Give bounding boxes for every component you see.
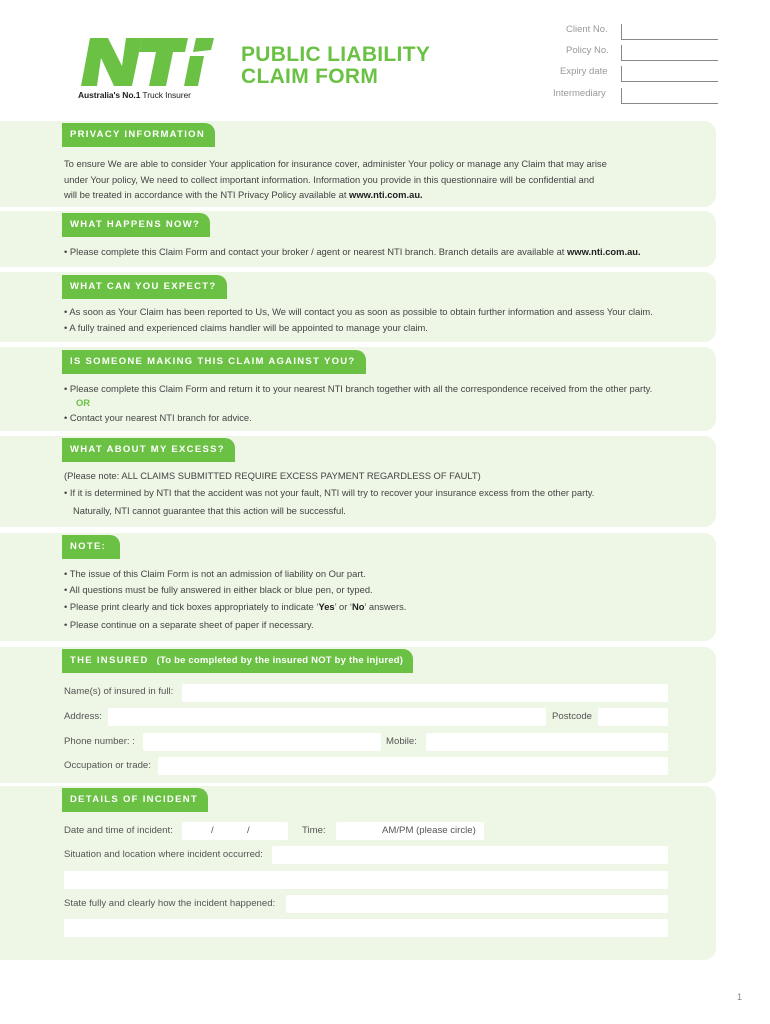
- claim-against-line1: • Please complete this Claim Form and return it to your nearest NTI branch together with all the correspondence received from the other party.: [64, 383, 653, 394]
- branch-link[interactable]: www.nti.com.au.: [567, 246, 641, 257]
- note-line3: • Please print clearly and tick boxes appropriately to indicate ‘Yes’ or ‘No’ answers.: [64, 601, 407, 612]
- excess-line1: (Please note: ALL CLAIMS SUBMITTED REQUIRE EXCESS PAYMENT REGARDLESS OF FAULT): [64, 470, 481, 481]
- privacy-heading: PRIVACY INFORMATION: [62, 123, 215, 147]
- expiry-date-label: Expiry date: [560, 66, 608, 77]
- occupation-input[interactable]: [158, 757, 668, 775]
- client-no-field: [540, 24, 718, 42]
- location-label: Situation and location where incident occurred:: [64, 849, 263, 860]
- insured-heading: THE INSURED (To be completed by the insured NOT by the injured): [62, 649, 413, 673]
- claim-against-line2: • Contact your nearest NTI branch for advice.: [64, 412, 252, 423]
- postcode-input[interactable]: [598, 708, 668, 726]
- page-number: 1: [736, 992, 742, 1002]
- note-line4: • Please continue on a separate sheet of paper if necessary.: [64, 619, 314, 630]
- expect-line2: • A fully trained and experienced claims handler will be appointed to manage your claim.: [64, 322, 428, 333]
- location-input-line2[interactable]: [64, 871, 668, 889]
- form-title-line1: PUBLIC LIABILITY: [241, 43, 431, 66]
- privacy-line3: will be treated in accordance with the NTI Privacy Policy available at www.nti.com.au.: [64, 189, 423, 200]
- privacy-line2: under Your policy, We need to collect important information. Information you provide in this questionnaire will be confidential and: [64, 174, 595, 185]
- how-input[interactable]: [286, 895, 668, 913]
- ampm-label: AM/PM (please circle): [382, 825, 476, 836]
- incident-date-input[interactable]: [182, 822, 288, 840]
- date-separator-1: /: [211, 825, 214, 836]
- expect-heading: WHAT CAN YOU EXPECT?: [62, 275, 227, 299]
- intermediary-input[interactable]: [621, 88, 718, 104]
- note-heading: NOTE:: [62, 535, 120, 559]
- address-label: Address:: [64, 711, 102, 722]
- policy-no-input[interactable]: [621, 45, 718, 61]
- excess-heading: WHAT ABOUT MY EXCESS?: [62, 438, 235, 462]
- claim-against-heading: IS SOMEONE MAKING THIS CLAIM AGAINST YOU?: [62, 350, 366, 374]
- time-label: Time:: [302, 825, 326, 836]
- date-separator-2: /: [247, 825, 250, 836]
- logo-tagline: Australia's No.1 Truck Insurer: [78, 90, 191, 100]
- location-input[interactable]: [272, 846, 668, 864]
- note-line2: • All questions must be fully answered in either black or blue pen, or typed.: [64, 584, 373, 595]
- postcode-label: Postcode: [552, 711, 593, 722]
- expect-line1: • As soon as Your Claim has been reported to Us, We will contact you as soon as possible to obtain further information and assess Your claim.: [64, 306, 653, 317]
- form-title: [241, 44, 430, 88]
- policy-no-label: Policy No.: [566, 45, 609, 56]
- intermediary-label: Intermediary: [553, 88, 606, 99]
- form-title-line2: CLAIM FORM: [241, 65, 379, 88]
- excess-line3: Naturally, NTI cannot guarantee that this action will be successful.: [73, 505, 346, 516]
- insured-name-input[interactable]: [182, 684, 668, 702]
- policy-no-field: [540, 45, 718, 63]
- how-label: State fully and clearly how the incident happened:: [64, 898, 276, 909]
- claim-against-or: OR: [76, 397, 91, 408]
- incident-heading: DETAILS OF INCIDENT: [62, 788, 208, 812]
- incident-date-label: Date and time of incident:: [64, 825, 173, 836]
- expiry-date-input[interactable]: [621, 66, 718, 82]
- phone-label: Phone number: :: [64, 736, 135, 747]
- excess-line2: • If it is determined by NTI that the accident was not your fault, NTI will try to recover your insurance excess from the other party.: [64, 487, 595, 498]
- what-happens-heading: WHAT HAPPENS NOW?: [62, 213, 210, 237]
- expiry-date-field: [540, 66, 718, 84]
- what-happens-line1: • Please complete this Claim Form and contact your broker / agent or nearest NTI branch. Branch details are available at www.nti.com.au.: [64, 246, 641, 257]
- how-input-line2[interactable]: [64, 919, 668, 937]
- privacy-line1: To ensure We are able to consider Your application for insurance cover, administer Your policy or manage any Claim that may arise: [64, 158, 607, 169]
- mobile-label: Mobile:: [386, 736, 417, 747]
- insured-name-label: Name(s) of insured in full:: [64, 686, 174, 697]
- privacy-link[interactable]: www.nti.com.au.: [349, 189, 423, 200]
- client-no-input[interactable]: [621, 24, 718, 40]
- note-line1: • The issue of this Claim Form is not an admission of liability on Our part.: [64, 568, 366, 579]
- intermediary-field: [540, 88, 718, 106]
- occupation-label: Occupation or trade:: [64, 760, 151, 771]
- mobile-input[interactable]: [426, 733, 668, 751]
- phone-input[interactable]: [143, 733, 381, 751]
- client-no-label: Client No.: [566, 24, 608, 35]
- address-input[interactable]: [108, 708, 546, 726]
